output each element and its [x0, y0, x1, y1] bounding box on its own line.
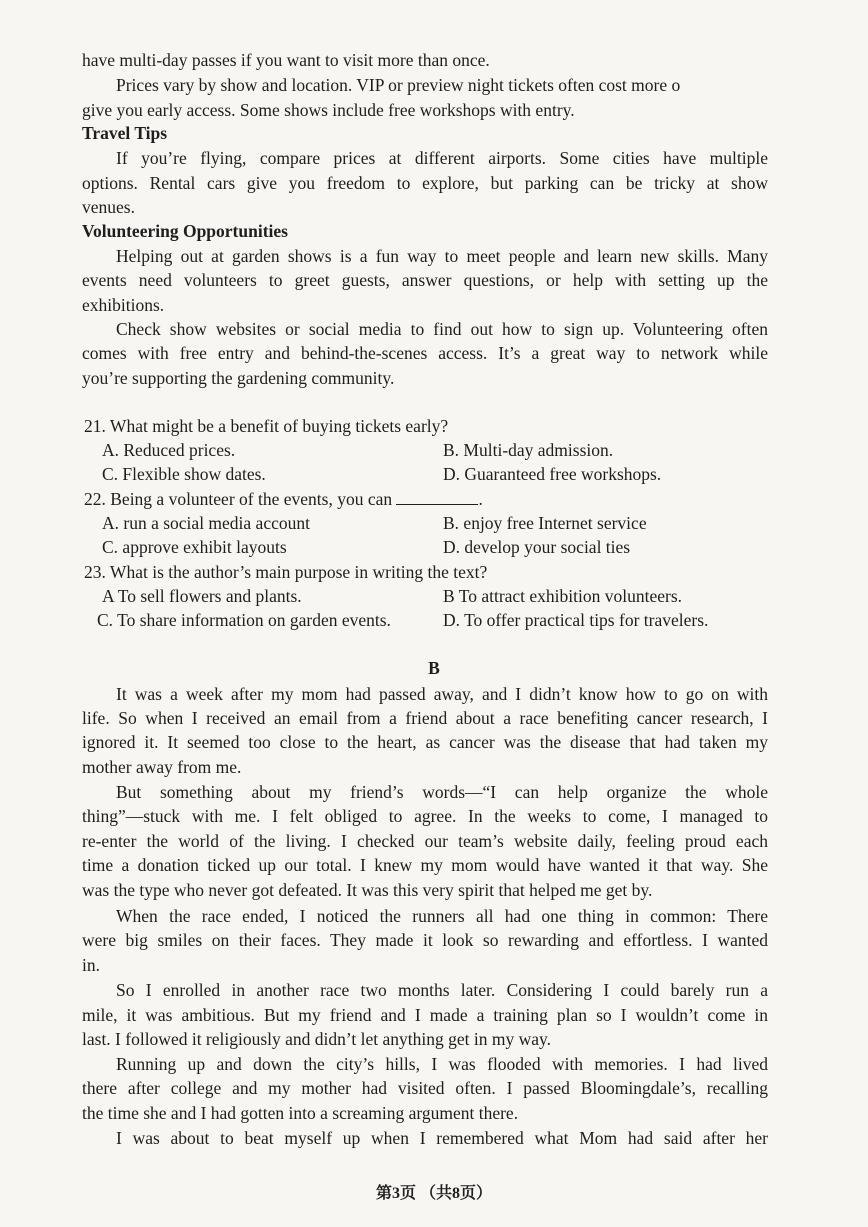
text-line: were big smiles on their faces. They made it look so rewarding and effortless. I wanted [82, 930, 768, 950]
text-line: options. Rental cars give you freedom to explore, but parking can be tricky at show [82, 173, 768, 193]
question-22-stem [84, 487, 770, 511]
text-line: re-enter the world of the living. I checked our team’s website daily, feeling proud each [82, 831, 768, 851]
text-line: I was about to beat myself up when I remembered what Mom had said after her [116, 1128, 768, 1148]
q23-option-c: C. To share information on garden events. [97, 610, 391, 630]
text-line: So I enrolled in another race two months later. Considering I could barely run a [116, 980, 768, 1000]
text-line: have multi-day passes if you want to visit more than once. [82, 50, 490, 70]
text-line: mile, it was ambitious. But my friend and I made a training plan so I wouldn’t come in [82, 1005, 768, 1025]
q22-option-a: A. run a social media account [102, 513, 310, 533]
text-line: If you’re flying, compare prices at different airports. Some cities have multiple [116, 148, 768, 168]
q21-option-b: B. Multi-day admission. [443, 440, 614, 460]
text-line: events need volunteers to greet guests, answer questions, or help with setting up the [82, 270, 768, 290]
text-line: time a donation ticked up our total. I knew my mom would have wanted it that way. She [82, 855, 768, 875]
text-line: Running up and down the city’s hills, I was flooded with memories. I had lived [116, 1054, 768, 1074]
q21-option-c: C. Flexible show dates. [102, 464, 266, 484]
text-line: life. So when I received an email from a friend about a race benefiting cancer research, I [82, 708, 768, 728]
text-line: comes with free entry and behind-the-scenes access. It’s a great way to network while [82, 343, 768, 363]
text-line: When the race ended, I noticed the runners all had one thing in common: There [116, 906, 768, 926]
text-line: in. [82, 955, 100, 975]
q22-option-c: C. approve exhibit layouts [102, 537, 287, 557]
question-22-period: . [478, 489, 483, 509]
text-line: exhibitions. [82, 295, 165, 315]
page-footer: 第3页 （共8页） [375, 1185, 492, 1202]
text-line: venues. [82, 197, 135, 217]
text-line: Check show websites or social media to find out how to sign up. Volunteering often [116, 319, 768, 339]
text-line: was the type who never got defeated. It was this very spirit that helped me get by. [82, 880, 653, 900]
text-line: It was a week after my mom had passed away, and I didn’t know how to go on with [116, 684, 768, 704]
text-line: you’re supporting the gardening community. [82, 368, 395, 388]
text-line: mother away from me. [82, 757, 242, 777]
question-21-stem: 21. What might be a benefit of buying tickets early? [84, 416, 449, 436]
question-23-stem: 23. What is the author’s main purpose in writing the text? [84, 562, 488, 582]
q23-option-a: A To sell flowers and plants. [102, 586, 302, 606]
q21-option-a: A. Reduced prices. [102, 440, 236, 460]
q22-option-b: B. enjoy free Internet service [443, 513, 647, 533]
text-line: Prices vary by show and location. VIP or preview night tickets often cost more o [116, 75, 681, 95]
travel-tips-heading: Travel Tips [82, 123, 168, 143]
q22-option-d: D. develop your social ties [443, 537, 631, 557]
text-line: Helping out at garden shows is a fun way to meet people and learn new skills. Many [116, 246, 768, 266]
text-line: the time she and I had gotten into a screaming argument there. [82, 1103, 519, 1123]
text-line: give you early access. Some shows include free workshops with entry. [82, 100, 575, 120]
text-line: there after college and my mother had visited often. I passed Bloomingdale’s, recalling [82, 1078, 768, 1098]
text-line: thing”—stuck with me. I felt obliged to agree. In the weeks to come, I managed to [82, 806, 768, 826]
q23-option-b: B To attract exhibition volunteers. [443, 586, 683, 606]
text-line: But something about my friend’s words—“I can help organize the whole [116, 782, 768, 802]
q21-option-d: D. Guaranteed free workshops. [443, 464, 662, 484]
section-b-label: B [428, 658, 440, 678]
q23-option-d: D. To offer practical tips for travelers. [443, 610, 709, 630]
text-line: ignored it. It seemed too close to the heart, as cancer was the disease that had taken my [82, 732, 768, 752]
answer-blank [396, 488, 478, 505]
text-line: last. I followed it religiously and didn’t let anything get in my way. [82, 1029, 552, 1049]
question-22-text: 22. Being a volunteer of the events, you can [84, 489, 393, 509]
volunteering-heading: Volunteering Opportunities [82, 221, 288, 241]
